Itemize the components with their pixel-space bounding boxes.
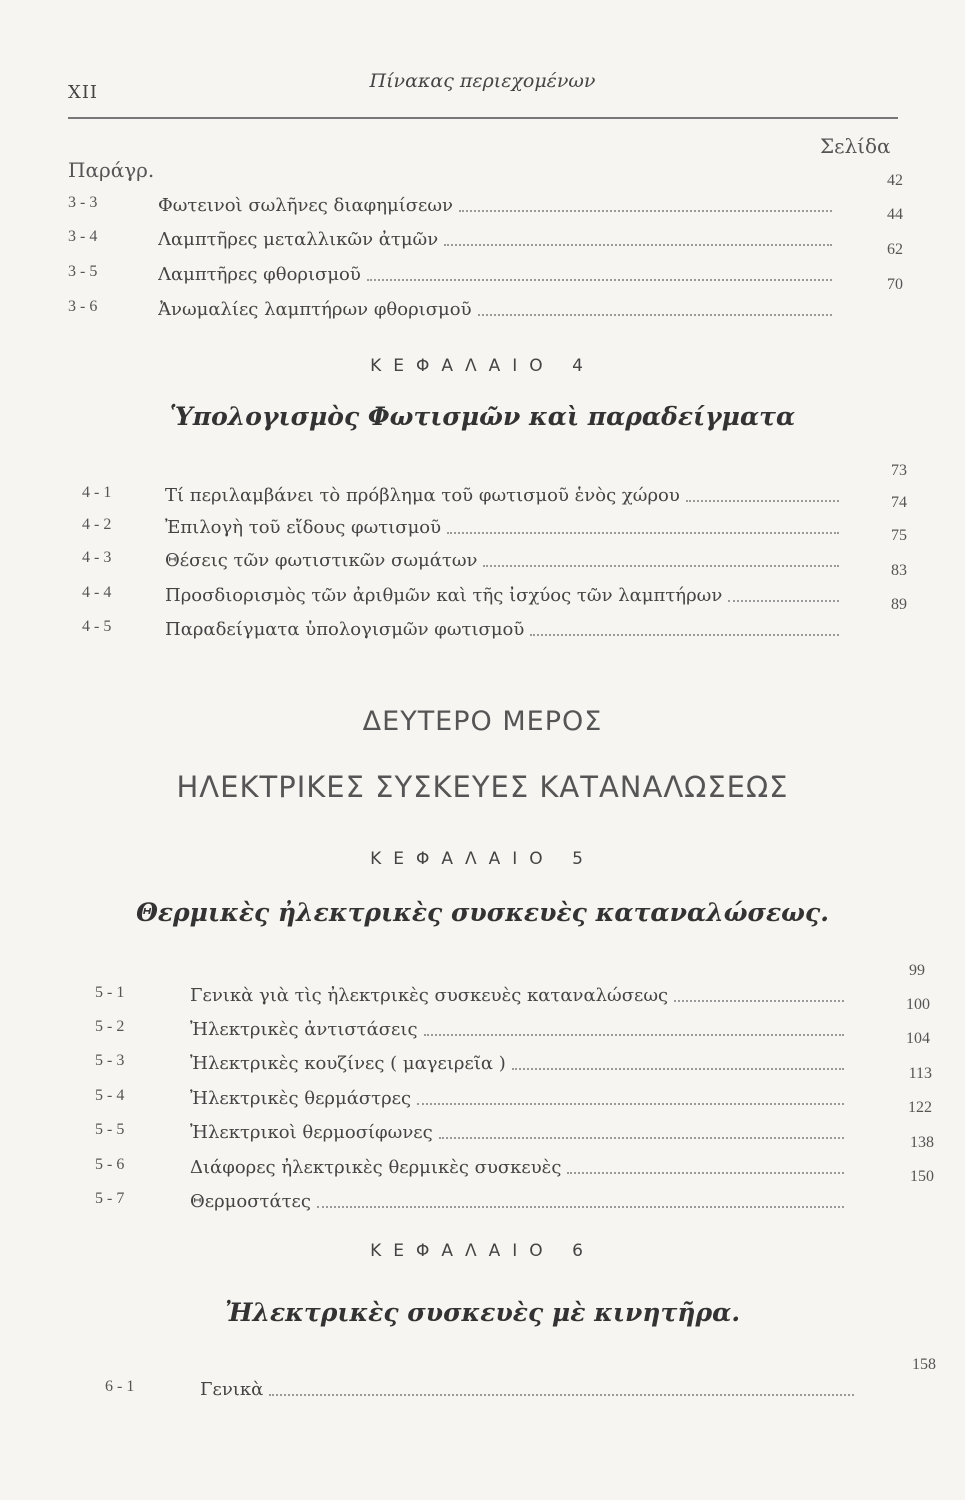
entry-page: 42 bbox=[887, 172, 903, 189]
entry-title: Παραδείγματα ὑπολογισμῶν φωτισμοῦ bbox=[165, 618, 525, 640]
entry-number: 3 - 5 bbox=[68, 263, 98, 280]
entry-number: 4 - 2 bbox=[82, 516, 112, 533]
entry-number: 3 - 6 bbox=[68, 298, 98, 315]
chapter-label: ΚΕΦΑΛΑΙΟ 4 bbox=[370, 356, 595, 376]
toc-entry bbox=[0, 1030, 965, 1080]
leader-dots bbox=[447, 532, 839, 534]
entry-page: 75 bbox=[891, 527, 907, 544]
entry-page: 99 bbox=[909, 962, 925, 979]
toc-entry bbox=[0, 206, 965, 256]
toc-entry bbox=[0, 276, 965, 326]
toc-entry bbox=[0, 1168, 965, 1218]
toc-entry bbox=[0, 596, 965, 646]
entry-title: Ἠλεκτρικὲς ἀντιστάσεις bbox=[190, 1018, 418, 1040]
entry-number: 4 - 1 bbox=[82, 484, 112, 501]
entry-number: 5 - 3 bbox=[95, 1052, 125, 1069]
toc-entry bbox=[0, 462, 965, 512]
entry-title: Φωτεινοὶ σωλῆνες διαφημίσεων bbox=[158, 194, 453, 216]
leader-dots bbox=[686, 500, 839, 502]
entry-number: 4 - 4 bbox=[82, 584, 112, 601]
entry-number: 5 - 7 bbox=[95, 1190, 125, 1207]
entry-number: 5 - 2 bbox=[95, 1018, 125, 1035]
leader-dots bbox=[444, 244, 832, 246]
leader-dots bbox=[269, 1394, 854, 1396]
entry-number: 5 - 5 bbox=[95, 1121, 125, 1138]
entry-title: Ἐπιλογὴ τοῦ εἴδους φωτισμοῦ bbox=[165, 516, 442, 538]
entry-page: 83 bbox=[891, 562, 907, 579]
chapter-label: ΚΕΦΑΛΑΙΟ 6 bbox=[370, 1241, 595, 1261]
chapter-title: Ὑπολογισμὸς Φωτισμῶν καὶ παραδείγματα bbox=[169, 402, 796, 431]
entry-number: 4 - 3 bbox=[82, 549, 112, 566]
page-number: XII bbox=[68, 82, 99, 103]
leader-dots bbox=[417, 1103, 844, 1105]
leader-dots bbox=[478, 314, 832, 316]
entry-number: 6 - 1 bbox=[105, 1378, 135, 1395]
toc-entry bbox=[0, 241, 965, 291]
leader-dots bbox=[728, 600, 839, 602]
leader-dots bbox=[567, 1172, 844, 1174]
entry-page: 138 bbox=[910, 1134, 934, 1151]
toc-entry bbox=[0, 172, 965, 222]
running-title: Πίνακας περιεχομένων bbox=[369, 70, 596, 92]
entry-page: 104 bbox=[906, 1030, 930, 1047]
entry-page: 44 bbox=[887, 206, 903, 223]
leader-dots bbox=[512, 1068, 844, 1070]
entry-page: 158 bbox=[912, 1356, 936, 1373]
entry-number: 3 - 4 bbox=[68, 228, 98, 245]
toc-entry bbox=[0, 562, 965, 612]
chapter-title: Ἠλεκτρικὲς συσκευὲς μὲ κινητῆρα. bbox=[224, 1298, 741, 1327]
leader-dots bbox=[674, 1000, 844, 1002]
part-label: ΔΕΥΤΕΡΟ ΜΕΡΟΣ bbox=[362, 706, 603, 737]
toc-entry bbox=[0, 996, 965, 1046]
entry-page: 150 bbox=[910, 1168, 934, 1185]
chapter-label: ΚΕΦΑΛΑΙΟ 5 bbox=[370, 849, 595, 869]
entry-number: 5 - 1 bbox=[95, 984, 125, 1001]
entry-page: 89 bbox=[891, 596, 907, 613]
entry-page: 100 bbox=[906, 996, 930, 1013]
leader-dots bbox=[483, 565, 839, 567]
entry-title: Προσδιορισμὸς τῶν ἀριθμῶν καὶ τῆς ἰσχύος τῶν λαμπτήρων bbox=[165, 584, 723, 606]
leader-dots bbox=[530, 634, 839, 636]
entry-title: Διάφορες ἠλεκτρικὲς θερμικὲς συσκευὲς bbox=[190, 1156, 562, 1178]
leader-dots bbox=[317, 1206, 844, 1208]
entry-title: Γενικὰ γιὰ τὶς ἠλεκτρικὲς συσκευὲς καταναλώσεως bbox=[190, 984, 669, 1006]
entry-title: Ἀνωμαλίες λαμπτήρων φθορισμοῦ bbox=[158, 298, 472, 320]
entry-number: 5 - 6 bbox=[95, 1156, 125, 1173]
entry-number: 3 - 3 bbox=[68, 194, 98, 211]
toc-entry bbox=[0, 962, 965, 1012]
entry-page: 74 bbox=[891, 494, 907, 511]
entry-title: Λαμπτῆρες φθορισμοῦ bbox=[158, 263, 361, 285]
entry-title: Θέσεις τῶν φωτιστικῶν σωμάτων bbox=[165, 549, 478, 571]
entry-page: 70 bbox=[887, 276, 903, 293]
entry-number: 5 - 4 bbox=[95, 1087, 125, 1104]
entry-title: Ἠλεκτρικὲς κουζίνες ( μαγειρεῖα ) bbox=[190, 1052, 506, 1074]
leader-dots bbox=[459, 210, 832, 212]
entry-title: Γενικὰ bbox=[200, 1378, 264, 1400]
entry-page: 62 bbox=[887, 241, 903, 258]
leader-dots bbox=[424, 1034, 844, 1036]
leader-dots bbox=[367, 279, 832, 281]
part-title: ΗΛΕΚΤΡΙΚΕΣ ΣΥΣΚΕΥΕΣ ΚΑΤΑΝΑΛΩΣΕΩΣ bbox=[176, 770, 789, 804]
toc-entry bbox=[0, 1134, 965, 1184]
entry-title: Ἠλεκτρικὲς θερμάστρες bbox=[190, 1087, 412, 1109]
toc-entry bbox=[0, 1065, 965, 1115]
entry-title: Λαμπτῆρες μεταλλικῶν ἀτμῶν bbox=[158, 228, 439, 250]
header-rule bbox=[68, 117, 898, 119]
entry-title: Θερμοστάτες bbox=[190, 1190, 311, 1212]
entry-title: Τί περιλαμβάνει τὸ πρόβλημα τοῦ φωτισμοῦ ἑνὸς χώρου bbox=[165, 484, 680, 506]
entry-page: 113 bbox=[908, 1065, 932, 1082]
page-column-label: Σελίδα bbox=[820, 134, 891, 158]
toc-entry bbox=[0, 1099, 965, 1149]
chapter-title: Θερμικὲς ἠλεκτρικὲς συσκευὲς καταναλώσεως. bbox=[136, 898, 829, 927]
entry-title: Ἠλεκτρικοὶ θερμοσίφωνες bbox=[190, 1121, 433, 1143]
entry-page: 122 bbox=[908, 1099, 932, 1116]
toc-entry bbox=[0, 1356, 965, 1406]
entry-page: 73 bbox=[891, 462, 907, 479]
paragraph-column-label: Παράγρ. bbox=[68, 158, 155, 182]
entry-number: 4 - 5 bbox=[82, 618, 112, 635]
leader-dots bbox=[439, 1137, 844, 1139]
